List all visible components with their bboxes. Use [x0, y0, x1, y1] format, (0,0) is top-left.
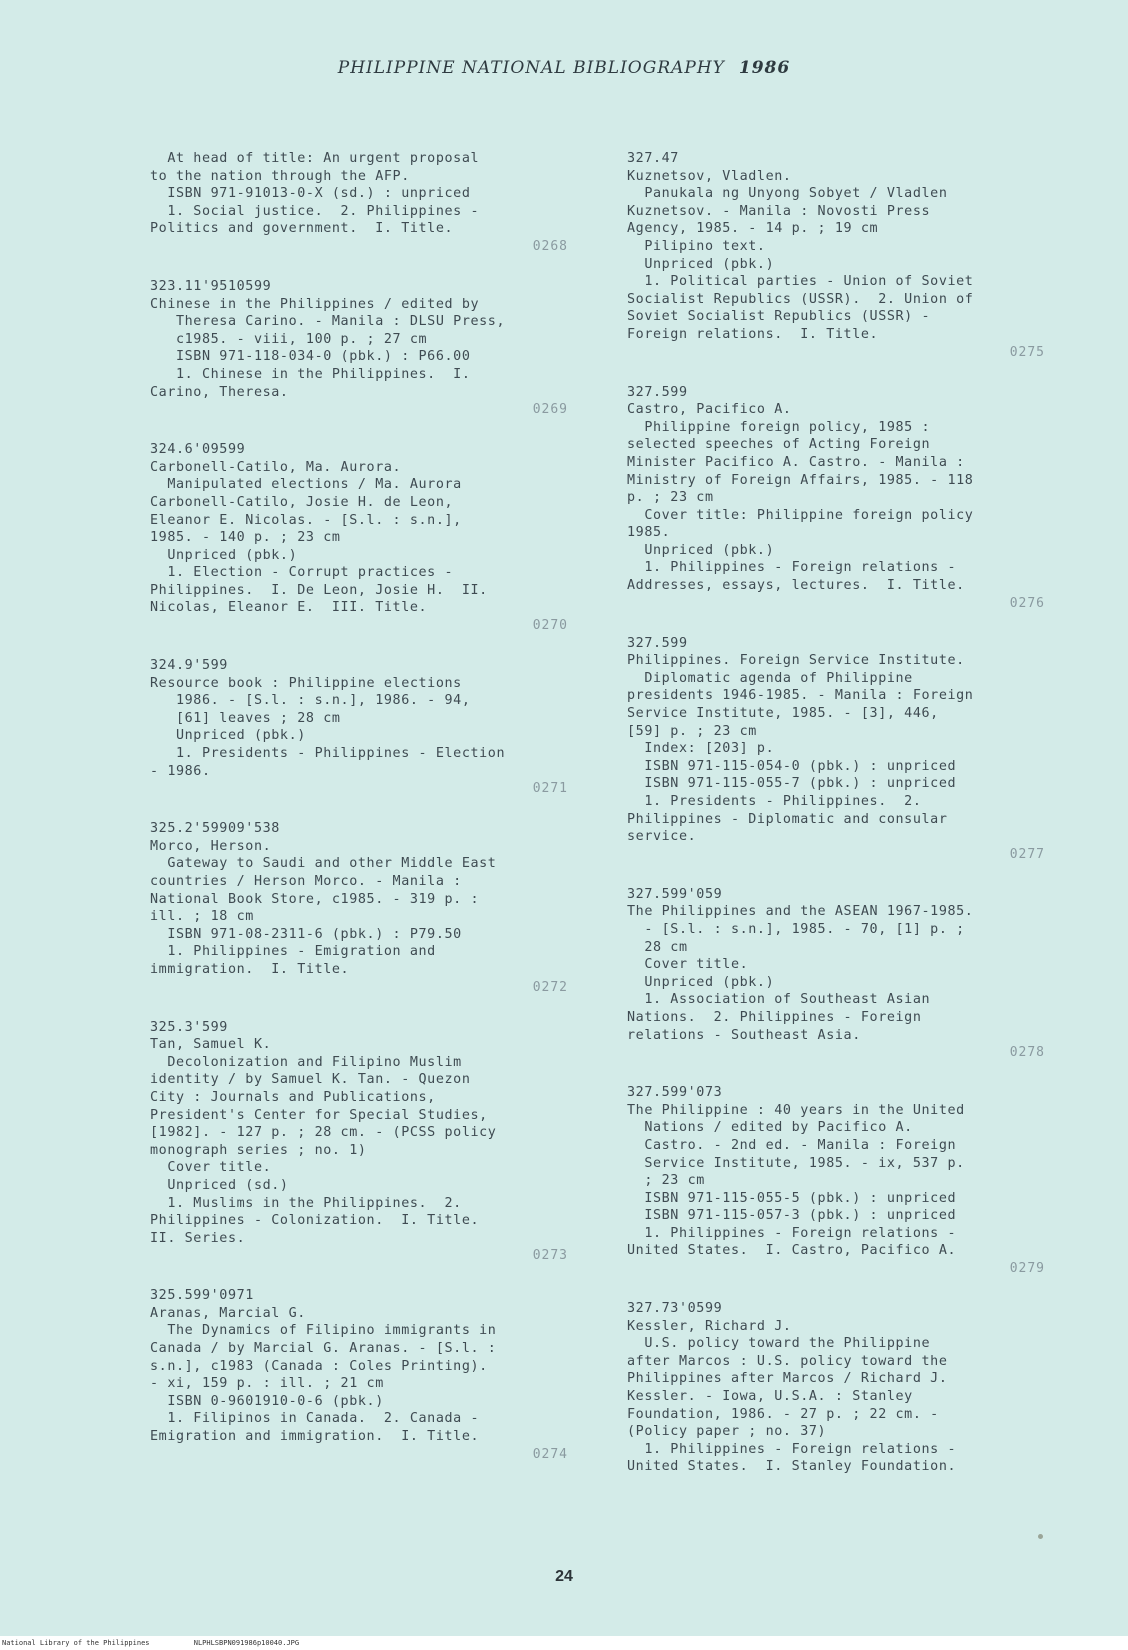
entry-line: s.n.], c1983 (Canada : Coles Printing).: [150, 1358, 488, 1374]
entry-line: monograph series ; no. 1): [150, 1142, 367, 1158]
entry-line: 1. Presidents - Philippines. 2.: [627, 794, 922, 809]
entry-line: Castro, Pacifico A.: [627, 402, 792, 418]
entry-line: ISBN 971-118-034-0 (pbk.) : P66.00: [150, 349, 471, 365]
entry-line: p. ; 23 cm: [627, 490, 714, 506]
entry-line: 327.599'073: [627, 1085, 723, 1101]
entry-line: Foundation, 1986. - 27 p. ; 22 cm. -: [627, 1406, 939, 1422]
entry-line: Unpriced (pbk.): [627, 542, 775, 558]
entry-line: Socialist Republics (USSR). 2. Union of: [627, 291, 974, 307]
entry-line: Aranas, Marcial G.: [150, 1305, 306, 1321]
entry-line: Emigration and immigration. I. Title.: [150, 1429, 480, 1445]
entry-line: Decolonization and Filipino Muslim: [150, 1054, 462, 1070]
scan-speck: [1038, 1534, 1043, 1539]
entry-line: Resource book : Philippine elections: [150, 675, 462, 691]
entry-line: Carbonell-Catilo, Josie H. de Leon,: [150, 494, 454, 510]
entry-line: Unpriced (sd.): [150, 1177, 289, 1193]
entry-line: Soviet Socialist Republics (USSR) -: [627, 309, 931, 325]
entry-number: 0279: [1009, 1261, 1045, 1277]
entry-line: 1. Social justice. 2. Philippines -: [150, 203, 480, 219]
entry-line: United States. I. Stanley Foundation.: [627, 1459, 957, 1475]
entry-line: Castro. - 2nd ed. - Manila : Foreign: [627, 1137, 957, 1153]
entry-line: Unpriced (pbk.): [150, 547, 298, 563]
entry-line: - xi, 159 p. : ill. ; 21 cm: [150, 1376, 384, 1392]
right-column: [627, 150, 1045, 1498]
bibliographic-entry: [627, 384, 1045, 613]
entry-line: Philippines after Marcos / Richard J.: [627, 1371, 948, 1387]
entry-line: 1. Political parties - Union of Soviet: [627, 274, 974, 290]
entry-line: - [S.l. : s.n.], 1985. - 70, [1] p. ;: [627, 921, 965, 937]
entry-line: 327.599: [627, 384, 688, 400]
entry-line: 1. Philippines - Foreign relations -: [627, 560, 957, 576]
entry-line: National Book Store, c1985. - 319 p. :: [150, 891, 480, 907]
entry-number: 0277: [1009, 846, 1045, 862]
entry-line: Foreign relations. I. Title.: [627, 326, 879, 342]
entry-line: 1. Presidents - Philippines - Election: [150, 746, 506, 762]
entry-line: 1. Association of Southeast Asian: [627, 992, 931, 1008]
entry-line: Morco, Herson.: [150, 838, 272, 854]
entry-line: 1985.: [627, 525, 671, 541]
entry-line: c1985. - viii, 100 p. ; 27 cm: [150, 331, 428, 347]
entry-line: 323.11'9510599: [150, 278, 272, 294]
entry-line: Nations. 2. Philippines - Foreign: [627, 1009, 922, 1025]
entry-line: Ministry of Foreign Affairs, 1985. - 118: [627, 472, 974, 488]
entry-line: presidents 1946-1985. - Manila : Foreign: [627, 688, 974, 704]
entry-line: [1982]. - 127 p. ; 28 cm. - (PCSS policy: [150, 1125, 497, 1141]
bibliographic-entry: [627, 886, 1045, 1062]
entry-line: Diplomatic agenda of Philippine: [627, 670, 913, 686]
entry-line: immigration. I. Title.: [150, 961, 350, 977]
entry-line: ill. ; 18 cm: [150, 909, 254, 925]
entry-line: ISBN 971-08-2311-6 (pbk.) : P79.50: [150, 926, 462, 942]
bibliographic-entry: [150, 278, 568, 419]
entry-line: Canada / by Marcial G. Aranas. - [S.l. :: [150, 1341, 497, 1357]
entry-line: 327.47: [627, 151, 679, 166]
entry-line: Cover title.: [150, 1160, 272, 1176]
entry-number: 0274: [532, 1446, 568, 1462]
entry-line: - 1986.: [150, 763, 211, 779]
entry-line: Service Institute, 1985. - [3], 446,: [627, 706, 939, 722]
entry-line: to the nation through the AFP.: [150, 168, 410, 184]
entry-line: 327.73'0599: [627, 1301, 723, 1317]
entry-line: 28 cm: [627, 939, 688, 955]
entry-line: [59] p. ; 23 cm: [627, 723, 757, 739]
entry-line: II. Series.: [150, 1230, 246, 1246]
bibliographic-entry: [150, 1287, 568, 1463]
footer-image-id: NLPHLSBPN091986p10040.JPG: [193, 1639, 300, 1647]
entry-line: 1. Philippines - Foreign relations -: [627, 1441, 957, 1457]
entry-number: 0271: [532, 781, 568, 797]
entry-line: Service Institute, 1985. - ix, 537 p.: [627, 1155, 965, 1171]
bibliographic-entry: [150, 657, 568, 798]
entry-number: 0276: [1009, 595, 1045, 611]
footer-library: National Library of the Philippines: [2, 1639, 150, 1647]
entry-line: 1. Muslims in the Philippines. 2.: [150, 1195, 462, 1211]
entry-line: Manipulated elections / Ma. Aurora: [150, 477, 462, 493]
entry-line: 325.2'59909'538: [150, 821, 280, 837]
entry-line: President's Center for Special Studies,: [150, 1107, 488, 1123]
entry-line: 324.6'09599: [150, 442, 246, 458]
running-header-year: 1986: [738, 58, 791, 78]
entry-line: Unpriced (pbk.): [627, 256, 775, 272]
entry-line: Kuznetsov, Vladlen.: [627, 168, 792, 184]
bibliographic-entry: [627, 1084, 1045, 1278]
entry-line: The Philippines and the ASEAN 1967-1985.: [627, 904, 974, 920]
entry-number: 0275: [1009, 344, 1045, 360]
entry-line: ISBN 0-9601910-0-6 (pbk.): [150, 1393, 384, 1409]
entry-line: [61] leaves ; 28 cm: [150, 710, 341, 726]
entry-line: relations - Southeast Asia.: [627, 1027, 861, 1043]
entry-line: Minister Pacifico A. Castro. - Manila :: [627, 454, 965, 470]
left-column: [150, 150, 568, 1486]
entry-number: 0269: [532, 402, 568, 418]
entry-line: Kessler. - Iowa, U.S.A. : Stanley: [627, 1389, 913, 1405]
entry-line: Agency, 1985. - 14 p. ; 19 cm: [627, 221, 879, 237]
entry-line: Carino, Theresa.: [150, 384, 289, 400]
entry-line: service.: [627, 829, 697, 845]
entry-line: Unpriced (pbk.): [627, 974, 775, 990]
entry-line: Nicolas, Eleanor E. III. Title.: [150, 600, 428, 616]
entry-line: Unpriced (pbk.): [150, 728, 306, 744]
entry-line: Politics and government. I. Title.: [150, 221, 454, 237]
entry-line: selected speeches of Acting Foreign: [627, 437, 931, 453]
entry-line: 1. Philippines - Foreign relations -: [627, 1225, 957, 1241]
entry-line: 325.599'0971: [150, 1288, 254, 1304]
entry-line: 327.599: [627, 635, 688, 651]
entry-number: 0273: [532, 1248, 568, 1264]
entry-line: Panukala ng Unyong Sobyet / Vladlen: [627, 186, 948, 202]
entry-line: ; 23 cm: [627, 1173, 705, 1189]
entry-number: 0268: [532, 238, 568, 254]
entry-line: 324.9'599: [150, 658, 228, 674]
entry-line: ISBN 971-115-054-0 (pbk.) : unpriced: [627, 758, 957, 774]
entry-line: 1. Filipinos in Canada. 2. Canada -: [150, 1411, 480, 1427]
entry-number: 0278: [1009, 1045, 1045, 1061]
bibliographic-entry: [627, 635, 1045, 864]
entry-line: 1986. - [S.l. : s.n.], 1986. - 94,: [150, 693, 471, 709]
entry-line: Theresa Carino. - Manila : DLSU Press,: [150, 314, 506, 330]
entry-line: The Philippine : 40 years in the United: [627, 1102, 965, 1118]
bibliographic-entry: [627, 150, 1045, 362]
entry-line: Carbonell-Catilo, Ma. Aurora.: [150, 459, 402, 475]
entry-line: Philippine foreign policy, 1985 :: [627, 419, 931, 435]
entry-line: 1. Philippines - Emigration and: [150, 944, 436, 960]
entry-line: Nations / edited by Pacifico A.: [627, 1120, 913, 1136]
entry-line: Philippines - Colonization. I. Title.: [150, 1213, 480, 1229]
entry-line: The Dynamics of Filipino immigrants in: [150, 1323, 497, 1339]
entry-line: 1985. - 140 p. ; 23 cm: [150, 530, 341, 546]
entry-line: Philippines. Foreign Service Institute.: [627, 653, 965, 669]
entry-line: Gateway to Saudi and other Middle East: [150, 856, 497, 872]
entry-line: 1. Chinese in the Philippines. I.: [150, 366, 471, 382]
bibliographic-entry: [627, 1300, 1045, 1476]
entry-line: U.S. policy toward the Philippine: [627, 1336, 931, 1352]
entry-line: Kuznetsov. - Manila : Novosti Press: [627, 203, 931, 219]
entry-line: countries / Herson Morco. - Manila :: [150, 874, 462, 889]
scan-footer: [0, 1636, 1128, 1650]
entry-line: 1. Election - Corrupt practices -: [150, 565, 454, 581]
entry-line: United States. I. Castro, Pacifico A.: [627, 1243, 957, 1259]
entry-line: after Marcos : U.S. policy toward the: [627, 1353, 948, 1369]
entry-line: Addresses, essays, lectures. I. Title.: [627, 578, 965, 594]
entry-line: ISBN 971-115-055-7 (pbk.) : unpriced: [627, 776, 957, 792]
entry-line: Index: [203] p.: [627, 741, 775, 757]
entry-line: Tan, Samuel K.: [150, 1037, 272, 1053]
entry-line: Pilipino text.: [627, 238, 766, 254]
bibliographic-entry: [150, 150, 568, 256]
entry-line: 325.3'599: [150, 1019, 228, 1035]
entry-line: Cover title: Philippine foreign policy: [627, 507, 974, 523]
entry-line: Philippines. I. De Leon, Josie H. II.: [150, 582, 488, 598]
entry-line: City : Journals and Publications,: [150, 1089, 436, 1105]
entry-line: ISBN 971-91013-0-X (sd.) : unpriced: [150, 186, 471, 202]
entry-line: (Policy paper ; no. 37): [627, 1424, 827, 1440]
bibliographic-entry: [150, 1019, 568, 1266]
entry-line: identity / by Samuel K. Tan. - Quezon: [150, 1072, 471, 1088]
entry-line: ISBN 971-115-057-3 (pbk.) : unpriced: [627, 1208, 957, 1224]
entry-line: 327.599'059: [627, 886, 723, 902]
bibliographic-entry: [150, 441, 568, 635]
entry-line: ISBN 971-115-055-5 (pbk.) : unpriced: [627, 1190, 957, 1206]
entry-line: Eleanor E. Nicolas. - [S.l. : s.n.],: [150, 512, 462, 528]
entry-line: At head of title: An urgent proposal: [150, 151, 480, 166]
entry-line: Cover title.: [627, 957, 749, 973]
bibliographic-entry: [150, 820, 568, 996]
page-number: 24: [555, 1568, 573, 1585]
entry-number: 0272: [532, 979, 568, 995]
running-header-title: PHILIPPINE NATIONAL BIBLIOGRAPHY: [337, 58, 725, 78]
entry-line: Chinese in the Philippines / edited by: [150, 296, 480, 312]
entry-number: 0270: [532, 618, 568, 634]
entry-line: Kessler, Richard J.: [627, 1318, 792, 1334]
running-header: [0, 58, 1128, 78]
entry-line: Philippines - Diplomatic and consular: [627, 811, 948, 827]
